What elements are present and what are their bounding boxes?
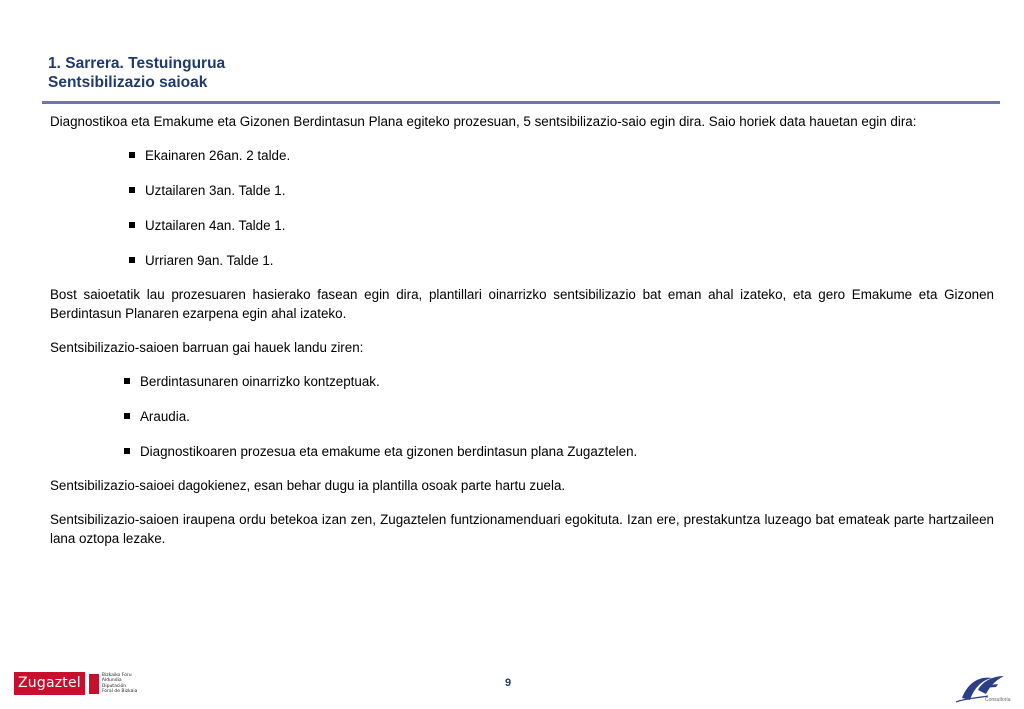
header-divider bbox=[42, 101, 1000, 104]
bizkaia-logo: Bizkaiko Foru Aldundia Diputación Foral de Bizkaia bbox=[89, 673, 138, 694]
square-bullet-icon bbox=[129, 222, 135, 228]
intro-paragraph: Diagnostikoa eta Emakume eta Gizonen Berdintasun Plana egiteko prozesuan, 5 sentsibilizazio-saio egin dira. Saio horiek data hauetan egin dira: bbox=[50, 114, 917, 129]
square-bullet-icon bbox=[124, 413, 130, 419]
section-subtitle: Sentsibilizazio saioak bbox=[48, 74, 208, 91]
list-item: Berdintasunaren oinarrizko kontzeptuak. bbox=[50, 372, 994, 391]
square-bullet-icon bbox=[124, 378, 130, 384]
square-bullet-icon bbox=[129, 152, 135, 158]
list-item: Araudia. bbox=[50, 407, 994, 426]
document-body bbox=[50, 112, 994, 563]
sessions-paragraph: Bost saioetatik lau prozesuaren hasierako fasean egin dira, plantillari oinarrizko sentsibilizazio bat eman ahal izateko, eta gero Emakume eta Gizonen Berdintasun Planaren ezarpena egin ahal izateko. bbox=[50, 287, 994, 321]
footer-logos bbox=[14, 672, 137, 695]
participation-paragraph: Sentsibilizazio-saioei dagokienez, esan behar dugu ia plantilla osoak parte hartu zuela. bbox=[50, 478, 566, 493]
duration-paragraph: Sentsibilizazio-saioen iraupena ordu betekoa izan zen, Zugaztelen funtzionamenduari egokituta. Izan ere, prestakuntza luzeago bat emateak parte hartzaileen lana oztopa lezake. bbox=[50, 512, 994, 546]
list-item: Ekainaren 26an. 2 talde. bbox=[50, 146, 994, 165]
list-item: Diagnostikoaren prozesua eta emakume eta gizonen berdintasun plana Zugaztelen. bbox=[50, 442, 994, 461]
section-title: 1. Sarrera. Testuingurua bbox=[48, 55, 226, 72]
page-number: 9 bbox=[505, 677, 512, 689]
list-item: Urriaren 9an. Talde 1. bbox=[50, 251, 994, 270]
consultancy-caption: Consultoría bbox=[985, 697, 1011, 703]
bizkaia-emblem-icon bbox=[89, 674, 99, 694]
topics-list bbox=[50, 372, 994, 461]
square-bullet-icon bbox=[129, 187, 135, 193]
session-dates-list bbox=[50, 146, 994, 270]
page-header bbox=[48, 54, 225, 92]
list-item: Uztailaren 4an. Talde 1. bbox=[50, 216, 994, 235]
square-bullet-icon bbox=[129, 257, 135, 263]
list-item: Uztailaren 3an. Talde 1. bbox=[50, 181, 994, 200]
square-bullet-icon bbox=[124, 448, 130, 454]
zugaztel-logo: Zugaztel bbox=[14, 672, 85, 695]
topics-intro: Sentsibilizazio-saioen barruan gai hauek landu ziren: bbox=[50, 340, 364, 355]
